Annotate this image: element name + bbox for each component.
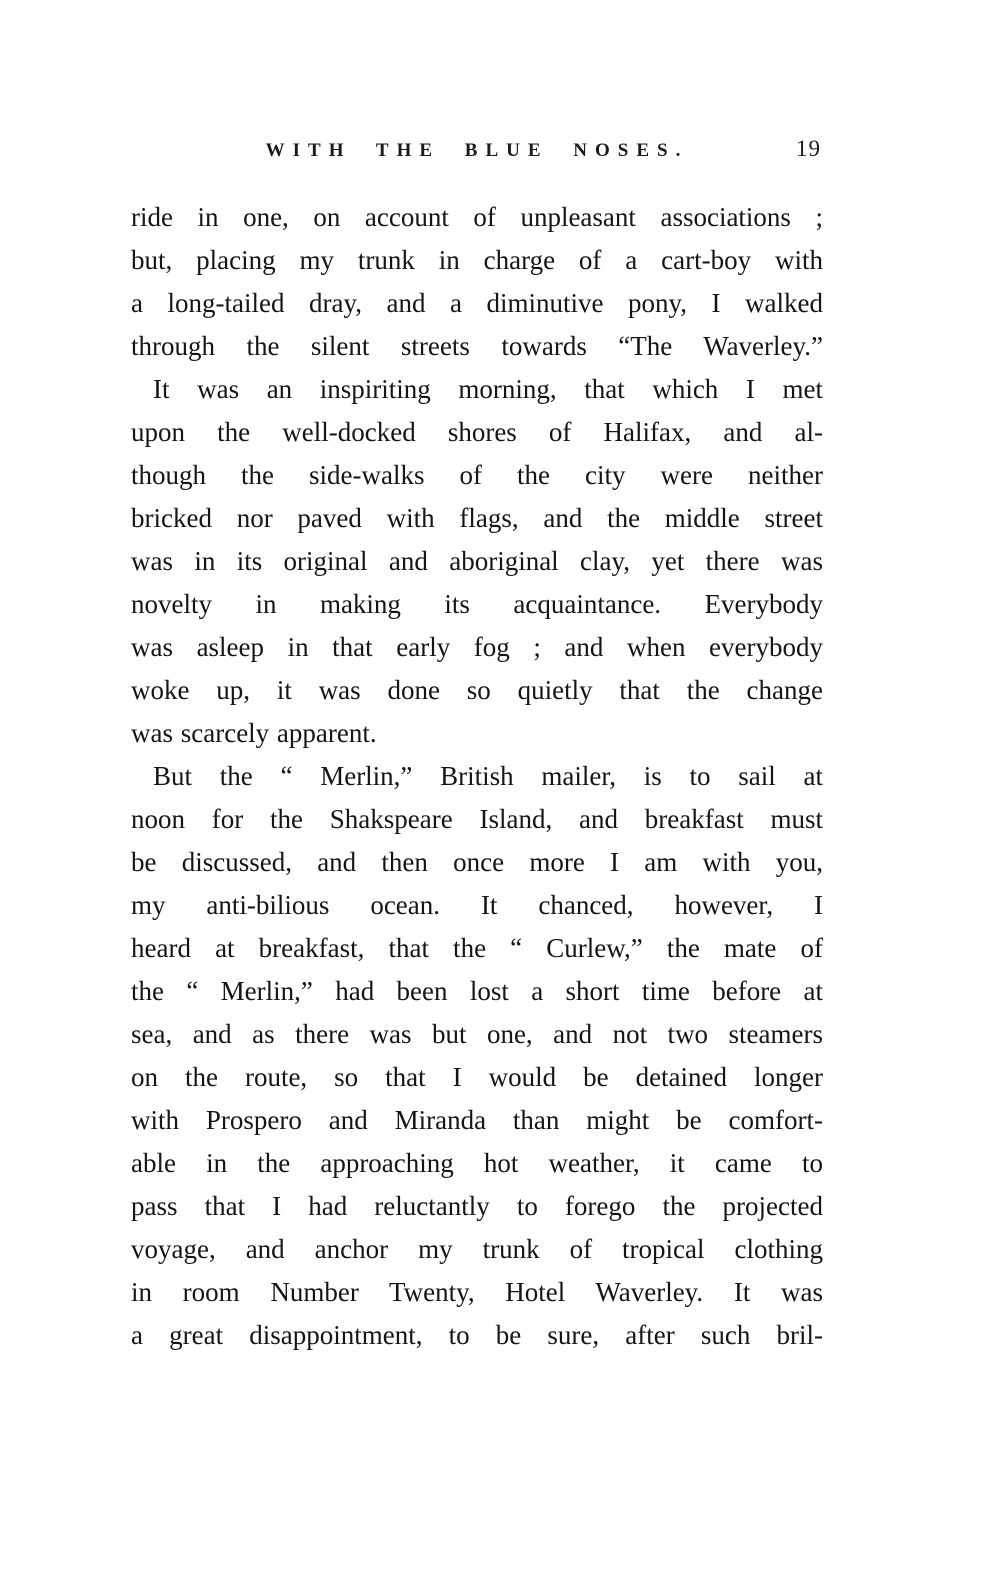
text-line: in room Number Twenty, Hotel Waverley. It was [131, 1277, 823, 1307]
text-line: my anti-bilious ocean. It chanced, however, I [131, 890, 823, 920]
text-line: be discussed, and then once more I am with you, [131, 847, 823, 877]
text-line: with Prospero and Miranda than might be comfort- [131, 1105, 823, 1135]
text-line: It was an inspiriting morning, that which I met [153, 374, 823, 404]
page-header [131, 136, 823, 170]
text-line: novelty in making its acquaintance. Everybody [131, 589, 823, 619]
text-line: through the silent streets towards “The Waverley.” [131, 331, 823, 361]
text-line: though the side-walks of the city were neither [131, 460, 823, 490]
running-title: WITH THE BLUE NOSES. [265, 140, 689, 161]
text-line: the “ Merlin,” had been lost a short time before at [131, 976, 823, 1006]
text-line: heard at breakfast, that the “ Curlew,” the mate of [131, 933, 823, 963]
text-line: was asleep in that early fog ; and when everybody [131, 632, 823, 662]
text-line: was scarcely apparent. [131, 718, 377, 748]
text-line: a great disappointment, to be sure, after such bril- [131, 1320, 823, 1350]
text-line: pass that I had reluctantly to forego the projected [131, 1191, 823, 1221]
text-line: noon for the Shakspeare Island, and breakfast must [131, 804, 823, 834]
text-line: a long-tailed dray, and a diminutive pony, I walked [131, 288, 823, 318]
text-line: woke up, it was done so quietly that the change [131, 675, 823, 705]
paragraph [131, 368, 823, 755]
text-line: upon the well-docked shores of Halifax, and al- [131, 417, 823, 447]
paragraph [131, 755, 823, 1357]
text-line: was in its original and aboriginal clay, yet there was [131, 546, 823, 576]
paragraph [131, 196, 823, 368]
text-line: But the “ Merlin,” British mailer, is to sail at [153, 761, 823, 791]
page-body [131, 196, 823, 1357]
text-line: on the route, so that I would be detained longer [131, 1062, 823, 1092]
text-line: bricked nor paved with flags, and the middle street [131, 503, 823, 533]
text-line: able in the approaching hot weather, it came to [131, 1148, 823, 1178]
text-line: sea, and as there was but one, and not two steamers [131, 1019, 823, 1049]
text-line: ride in one, on account of unpleasant associations ; [131, 202, 823, 232]
text-line: but, placing my trunk in charge of a cart-boy with [131, 245, 823, 275]
page-number: 19 [796, 136, 821, 161]
text-line: voyage, and anchor my trunk of tropical clothing [131, 1234, 823, 1264]
